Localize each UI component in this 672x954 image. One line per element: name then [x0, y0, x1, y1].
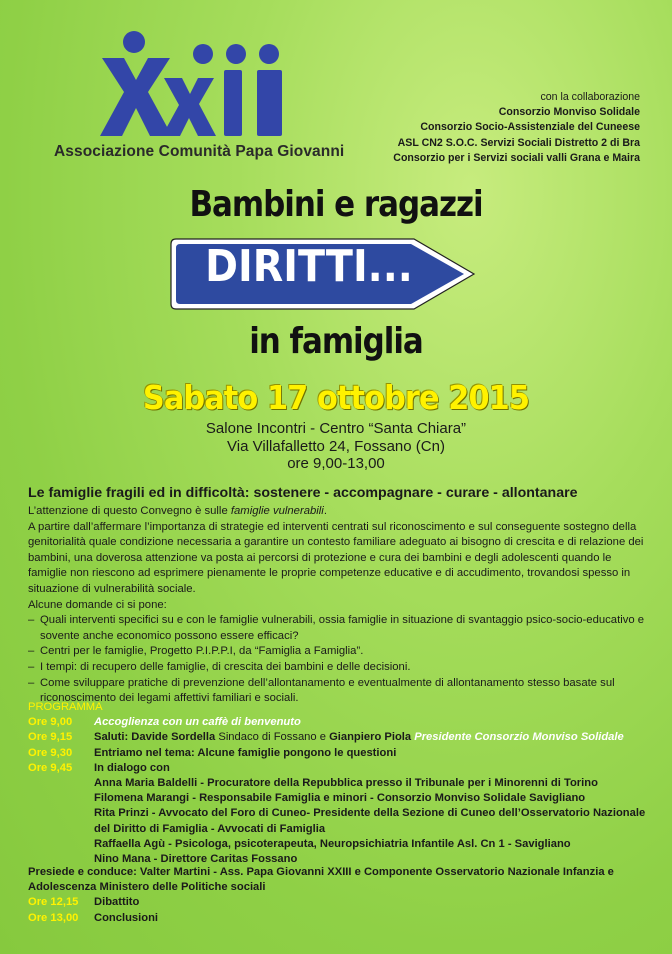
dash: –: [28, 645, 35, 658]
program-row: [28, 761, 658, 776]
intro-paragraph: [28, 504, 648, 520]
dash: –: [28, 676, 35, 689]
speaker-role: Sindaco di Fossano e: [215, 731, 330, 744]
venue-address: Via Villafalletto 24, Fossano (Cn): [227, 437, 445, 455]
section-subtitle: Le famiglie fragili ed in difficoltà: sostenere - accompagnare - curare - allontanare: [28, 485, 578, 501]
speaker-role: - Direttore Caritas Fossano: [150, 853, 298, 866]
program-row: [28, 895, 658, 910]
speaker-role: - Procuratore della Repubblica presso il Tribunale per i Minorenni di Torino: [197, 777, 598, 790]
speaker-name: Nino Mana: [94, 853, 151, 866]
collaboration-block: [393, 90, 640, 166]
program-time: Ore 9,15: [28, 731, 73, 744]
speaker-name: Davide Sordella: [131, 731, 216, 744]
collab-org: Consorzio per i Servizi sociali valli Grana e Maira: [393, 151, 640, 164]
program-text: [94, 730, 624, 745]
speaker-name: Anna Maria Baldelli: [94, 777, 198, 790]
dash: –: [28, 614, 35, 627]
program-row: [28, 911, 658, 926]
program-text: Conclusioni: [94, 911, 159, 924]
intro-end: .: [323, 505, 327, 517]
speaker-name: Filomena Marangi: [94, 792, 190, 805]
program-time: Ore 12,15: [28, 896, 79, 909]
speaker-name: Raffaella Agù: [94, 837, 166, 850]
program-time: Ore 9,45: [28, 761, 73, 774]
speaker-name: Gianpiero Piola: [329, 731, 412, 744]
list-item: [28, 660, 648, 676]
list-item-text: Quali interventi specifici su e con le famiglie vulnerabili, ossia famiglie in situazione di svantaggio psico-socio-educativo e sovente anche economico possono essere efficaci?: [40, 614, 645, 642]
chair-name: Valter Martini: [139, 866, 211, 878]
list-item-text: Come sviluppare pratiche di prevenzione dell’allontanamento e eventualmente di allontanamento stesso basate sul riconoscimento dei legami affettivi familiari e sociali.: [40, 676, 615, 705]
list-item-text: Centri per le famiglie, Progetto P.I.P.P.I, da “Famiglia a Famiglia”.: [40, 645, 364, 658]
speaker-role: - Psicologa, psicoterapeuta, Neuropsichiatria Infantile Asl. Cn 1 - Savigliano: [165, 837, 571, 850]
event-date: Sabato 17 ottobre 2015: [142, 378, 530, 417]
speaker-role: Presidente Consorzio Monviso Solidale: [411, 731, 624, 744]
venue-block: [0, 420, 672, 473]
chair-role: - Ass. Papa Giovanni XXIII e Componente Osservatorio Nazionale Infanzia e Adolescenza Ministero delle Politiche sociali: [28, 866, 614, 894]
program-heading: PROGRAMMA: [28, 701, 103, 713]
program-text: Entriamo nel tema: Alcune famiglie pongono le questioni: [94, 746, 397, 759]
speaker-role: - Avvocato del Foro di Cuneo- Presidente della Sezione di Cuneo dell’Osservatorio Nazionale del Diritto di Famiglia - Avvocati di Famiglia: [94, 807, 646, 835]
collab-org: Consorzio Monviso Solidale: [498, 106, 640, 119]
program-time: Ore 13,00: [28, 911, 79, 924]
intro-text: [28, 504, 648, 707]
intro-emphasis: famiglie vulnerabili: [230, 505, 324, 517]
program-row: [28, 730, 658, 745]
program-text: Dibattito: [94, 896, 140, 909]
intro-paragraph: A partire dall’affermare l’importanza di strategie ed interventi centrati sul riconoscimento e sul conseguente sostegno della genitorialità quale condizione necessaria a garantire un contesto familiare adeguato ai bisogno di crescita e di relazione dei bambini, una doverosa attenzione va posta ai percorsi di protezione e cura dei bambini e degli adolescenti quando le famiglie non riescono ad esprimere pienamente le proprie competenze educative e di accudimento, trovandosi spesso in situazione di vulnerabilità sociale.: [28, 520, 644, 595]
list-item-text: I tempi: di recupero delle famiglie, di crescita dei bambini e delle decisioni.: [40, 660, 411, 673]
label: Saluti:: [94, 731, 132, 744]
collab-org: Consorzio Socio-Assistenziale del Cuneese: [420, 121, 640, 134]
speaker-role: - Responsabile Famiglia e minori - Consorzio Monviso Solidale Savigliano: [189, 792, 586, 805]
venue-hall: Salone Incontri - Centro “Santa Chiara”: [205, 420, 467, 437]
speaker-line: [28, 776, 658, 791]
speaker-name: Rita Prinzi: [94, 807, 149, 820]
intro-lead: L’attenzione di questo Convegno è sulle: [28, 505, 231, 517]
program-text: Accoglienza con un caffè di benvenuto: [94, 716, 301, 729]
title-line-1: Bambini e ragazzi: [189, 184, 483, 225]
program-row: [28, 715, 658, 730]
chair-label: Presiede e conduce:: [28, 866, 140, 878]
intro-paragraph: Alcune domande ci si pone:: [28, 598, 167, 611]
list-item: [28, 644, 648, 660]
list-item: [28, 613, 648, 644]
sign-label: DIRITTI...: [205, 241, 413, 292]
collab-lead: con la collaborazione: [540, 91, 640, 103]
program-block: [28, 700, 658, 867]
program-text: In dialogo con: [94, 761, 170, 774]
logo-xxiii: [96, 28, 296, 144]
collab-org: ASL CN2 S.O.C. Servizi Sociali Distretto 2 di Bra: [397, 136, 640, 149]
speaker-line: [28, 837, 658, 852]
chair-line: [28, 865, 658, 895]
association-name: Associazione Comunità Papa Giovanni: [54, 143, 345, 160]
venue-hours: ore 9,00-13,00: [287, 455, 385, 472]
dash: –: [28, 660, 35, 673]
program-time: Ore 9,00: [28, 716, 73, 729]
title-line-3: in famiglia: [249, 321, 423, 362]
program-row: [28, 746, 658, 761]
closing-block: [28, 865, 658, 926]
program-time: Ore 9,30: [28, 746, 73, 759]
speaker-line: [28, 806, 658, 836]
speaker-line: [28, 791, 658, 806]
